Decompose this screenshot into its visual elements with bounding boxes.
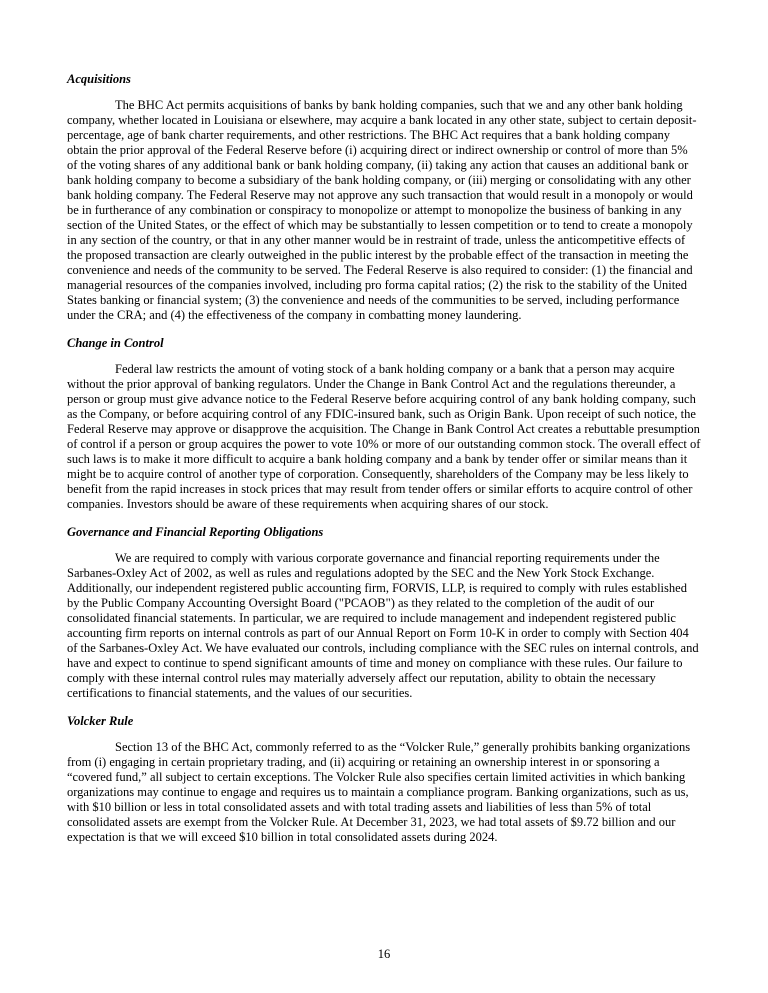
paragraph-governance-reporting: We are required to comply with various corporate governance and financial reporting requirements under the Sarbanes-Oxley Act of 2002, as well as rules and regulations adopted by the SEC and the New York Stock Exchange. Additionally, our independent registered public accounting firm, FORVIS, LLP, is required to comply with rules established by the Public Company Accounting Oversight Board ("PCAOB") as they related to the completion of the audit of our consolidated financial statements. In particular, we are required to include management and independent registered public accounting firm reports on internal controls as part of our Annual Report on Form 10-K in order to comply with Section 404 of the Sarbanes-Oxley Act. We have evaluated our controls, including compliance with the SEC rules on internal controls, and have and expect to continue to spend significant amounts of time and money on compliance with these rules. Our failure to comply with these internal control rules may materially adversely affect our reputation, ability to obtain the necessary certifications to financial statements, and the values of our securities. bbox=[67, 551, 699, 700]
section-heading-volcker-rule: Volcker Rule bbox=[67, 714, 134, 728]
page-footer bbox=[0, 947, 768, 962]
section-heading-governance-reporting: Governance and Financial Reporting Obligations bbox=[67, 525, 324, 539]
page-number: 16 bbox=[377, 947, 391, 961]
section-change-in-control bbox=[67, 336, 701, 512]
paragraph-acquisitions: The BHC Act permits acquisitions of banks by bank holding companies, such that we and any other bank holding company, whether located in Louisiana or elsewhere, may acquire a bank located in any other state, subject to certain deposit-percentage, age of bank charter requirements, and other restrictions. The BHC Act requires that a bank holding company obtain the prior approval of the Federal Reserve before (i) acquiring direct or indirect ownership or control of more than 5% of the voting shares of any additional bank or bank holding company, (ii) taking any action that causes an additional bank or bank holding company to become a subsidiary of the bank holding company, or (iii) merging or consolidating with any other bank holding company. The Federal Reserve may not approve any such transaction that would result in a monopoly or would be in furtherance of any combination or conspiracy to monopolize or attempt to monopolize the business of banking in any section of the United States, or the effect of which may be substantially to lessen competition or to tend to create a monopoly in any section of the country, or that in any other manner would be in restraint of trade, unless the anticompetitive effects of the proposed transaction are clearly outweighed in the public interest by the probable effect of the transaction in meeting the convenience and needs of the community to be served. The Federal Reserve is also required to consider: (1) the financial and managerial resources of the companies involved, including pro forma capital ratios; (2) the risk to the stability of the United States banking or financial system; (3) the convenience and needs of the communities to be served, including performance under the CRA; and (4) the effectiveness of the company in combatting money laundering. bbox=[67, 98, 697, 322]
section-acquisitions bbox=[67, 72, 701, 323]
section-governance-reporting bbox=[67, 525, 701, 701]
section-heading-change-in-control: Change in Control bbox=[67, 336, 164, 350]
paragraph-volcker-rule: Section 13 of the BHC Act, commonly referred to as the “Volcker Rule,” generally prohibits banking organizations from (i) engaging in certain proprietary trading, and (ii) acquiring or retaining an ownership interest in or sponsoring a “covered fund,” all subject to certain exceptions. The Volcker Rule also specifies certain limited activities in which banking organizations may continue to engage and requires us to maintain a compliance program. Banking organizations, such as us, with $10 billion or less in total consolidated assets and with total trading assets and liabilities of less than 5% of total consolidated assets are exempt from the Volcker Rule. At December 31, 2023, we had total assets of $9.72 billion and our expectation is that we will exceed $10 billion in total consolidated assets during 2024. bbox=[67, 740, 691, 844]
paragraph-change-in-control: Federal law restricts the amount of voting stock of a bank holding company or a bank that a person may acquire without the prior approval of banking regulators. Under the Change in Bank Control Act and the regulations thereunder, a person or group must give advance notice to the Federal Reserve before acquiring control of any bank holding company, such as the Company, or before acquiring control of any FDIC-insured bank, such as Origin Bank. Upon receipt of such notice, the Federal Reserve may approve or disapprove the acquisition. The Change in Bank Control Act creates a rebuttable presumption of control if a person or group acquires the power to vote 10% or more of our outstanding common stock. The overall effect of such laws is to make it more difficult to acquire a bank holding company and a bank by tender offer or similar means than it might be to acquire control of another type of corporation. Consequently, shareholders of the Company may be less likely to benefit from the rapid increases in stock prices that may result from tender offers or similar efforts to acquire control of other companies. Investors should be aware of these requirements when acquiring shares of our stock. bbox=[67, 362, 701, 511]
section-heading-acquisitions: Acquisitions bbox=[67, 72, 131, 86]
section-volcker-rule bbox=[67, 714, 701, 845]
